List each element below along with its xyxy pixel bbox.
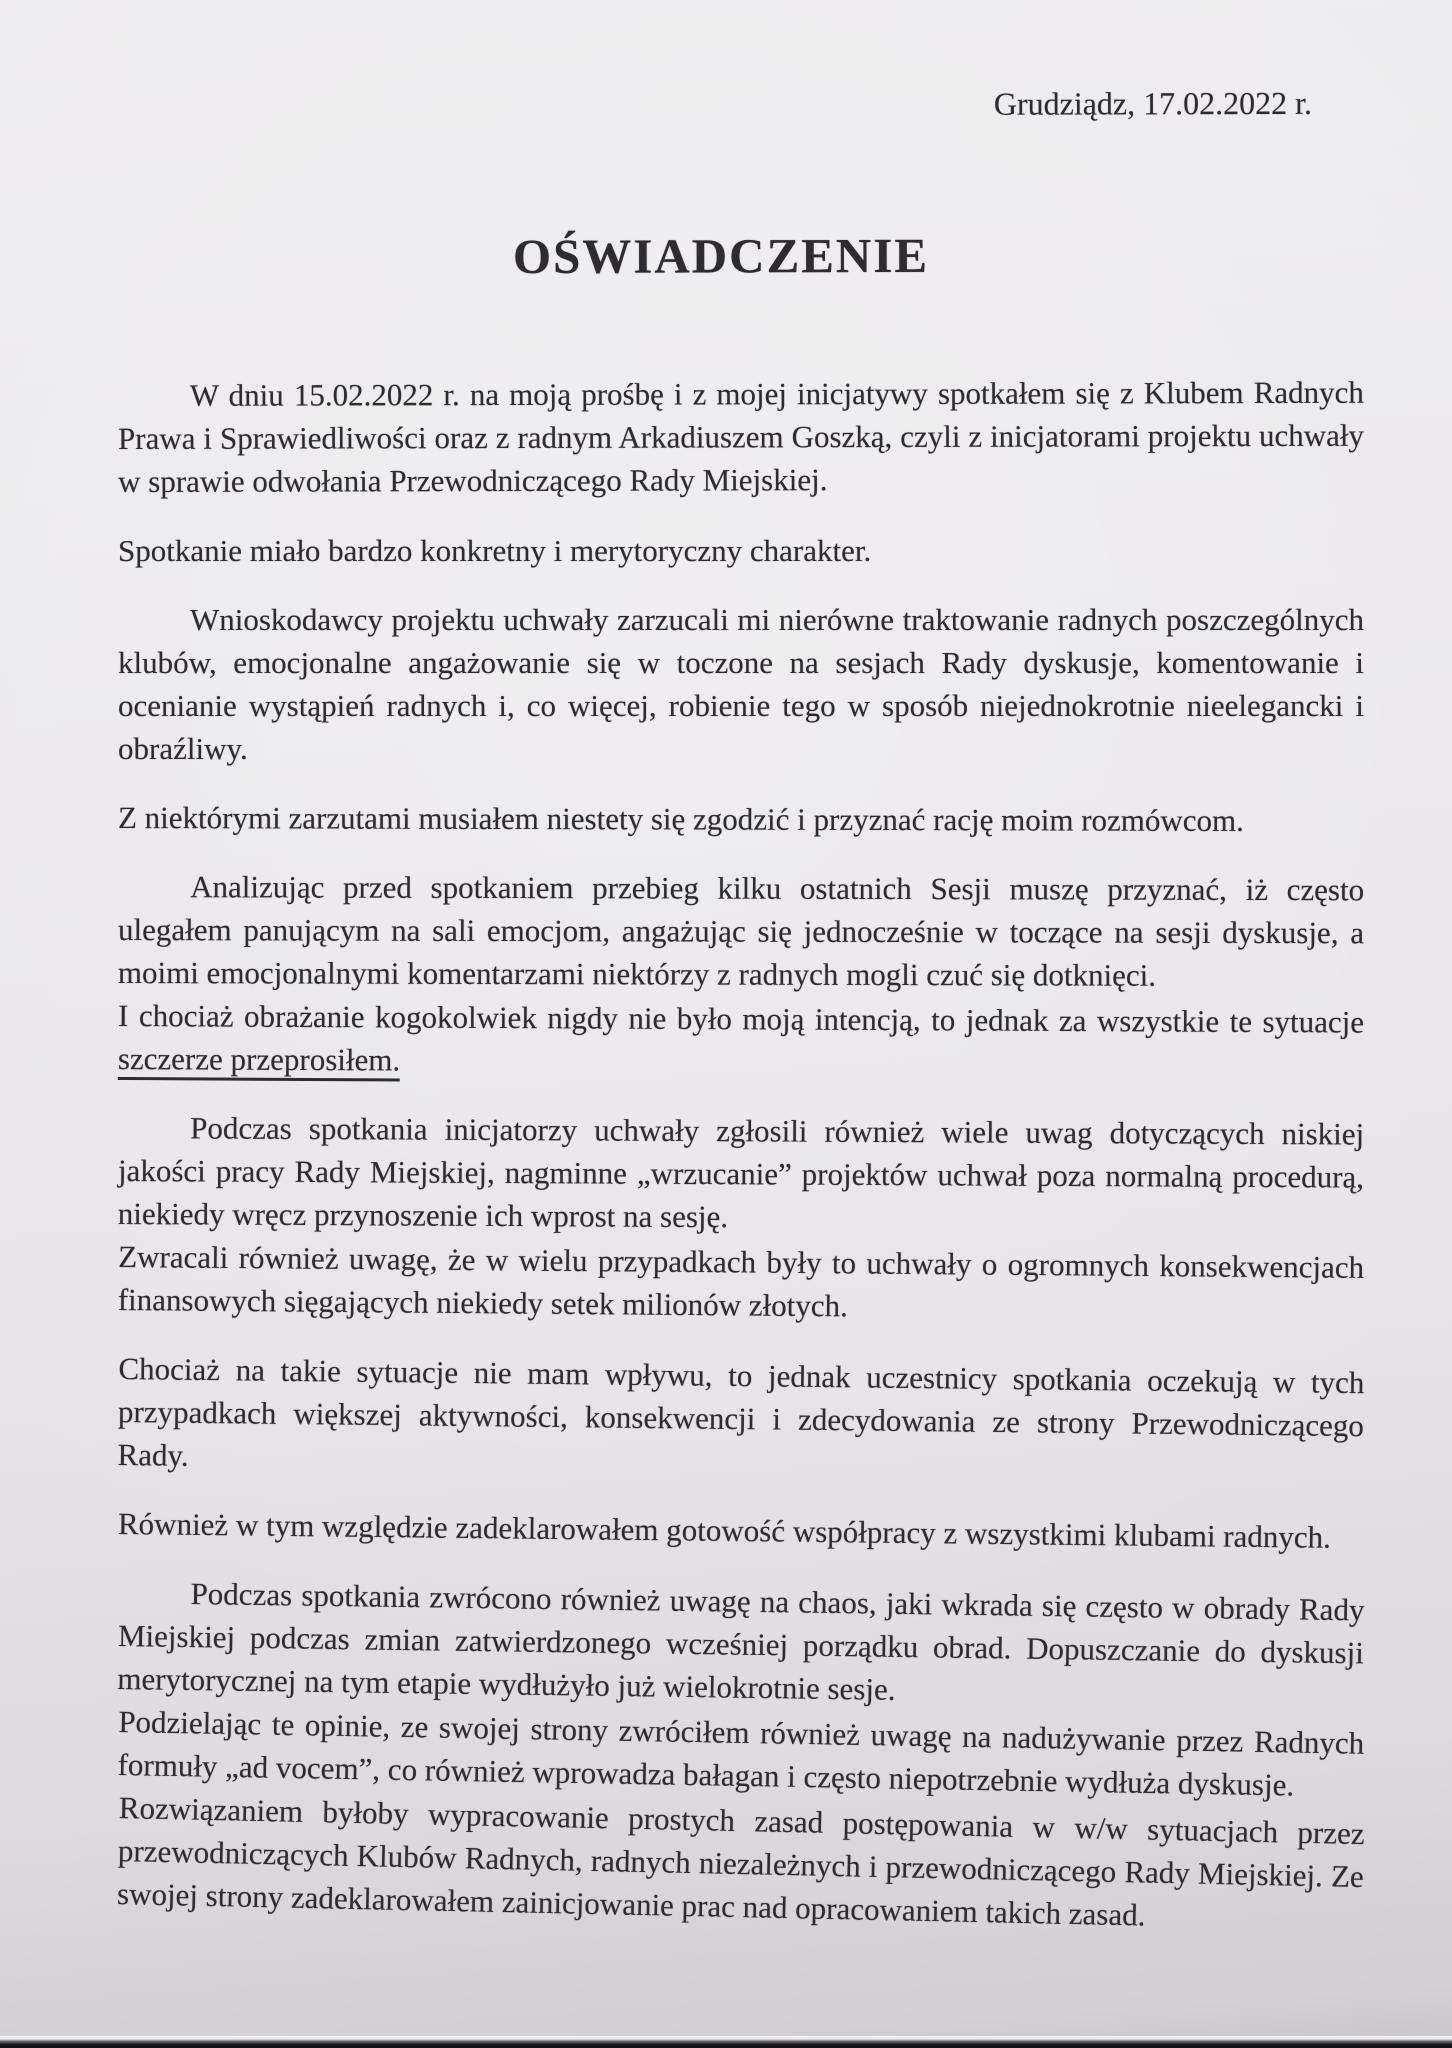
paragraph-council-criticism: Podczas spotkania inicjatorzy uchwały zgłosili również wiele uwag dotyczących niskiej jakości pracy Rady Miejskiej, nagminne „wrzucanie” projektów uchwał poza normalną procedurą, niekiedy wręcz przynoszenie ich wprost na sesję. — [117, 1110, 1365, 1235]
paragraph-chaos-remark: Podczas spotkania zwrócono również uwagę na chaos, jaki wkrada się często w obrady Rady Miejskiej podczas zmian zatwierdzonego wcześniej porządku obrad. Dopuszczanie do dyskusji merytorycznej na tym etapie wydłużyło już wielokrotnie sesje. — [117, 1576, 1365, 1707]
paragraph-self-analysis: Analizując przed spotkaniem przebieg kilku ostatnich Sesji muszę przyznać, iż często ulegałem panującym na sali emocjom, angażując się jednocześnie w toczące na sesji dyskusje, a moimi emocjonalnymi komentarzami niektórzy z radnych mogli czuć się dotknięci. — [117, 869, 1365, 993]
paragraph-admission: Z niektórymi zarzutami musiałem niestety się zgodzić i przyznać rację moim rozmówcom. — [117, 800, 1244, 838]
paragraph-cooperation-declaration: Również w tym względzie zadeklarowałem gotowość współpracy z wszystkimi klubami radnych. — [117, 1506, 1332, 1555]
paragraph-proposed-solution: Rozwiązaniem byłoby wypracowanie prostych zasad postępowania w w/w sytuacjach przez przewodniczących Klubów Radnych, radnych niezależnych i przewodniczącego Rady Miejskiej. Ze swojej strony zadeklarowałem zainicjowanie prac nad opracowaniem takich zasad. — [116, 1790, 1365, 1933]
photo-bottom-edge — [0, 2036, 1452, 2048]
document-title: OŚWIADCZENIE — [512, 227, 930, 284]
paragraph-accusations: Wnioskodawcy projektu uchwały zarzucali mi nierówne traktowanie radnych poszczególnych klubów, emocjonalne angażowanie się w toczone na sesjach Rady dyskusje, komentowanie i ocenianie wystąpień radnych i, co więcej, robienie tego w sposób niejednokrotnie nieelegancki i obraźliwy. — [118, 602, 1364, 766]
paragraph-financial-consequences: Zwracali również uwagę, że w wielu przypadkach były to uchwały o ogromnych konsekwencjach finansowych sięgających niekiedy setek milionów złotych. — [117, 1239, 1365, 1324]
paragraph-ad-vocem: Podzielając te opinie, ze swojej strony zwróciłem również uwagę na nadużywanie przez Radnych formuły „ad vocem”, co również wprowadza bałagan i często niepotrzebnie wydłuża dyskusje. — [117, 1704, 1365, 1803]
paragraph-meeting-character: Spotkanie miało bardzo konkretny i merytoryczny charakter. — [118, 533, 872, 568]
paragraph-meeting-intro: W dniu 15.02.2022 r. na moją prośbę i z mojej inicjatywy spotkałem się z Klubem Radnych Prawa i Sprawiedliwości oraz z radnym Arkadiuszem Goszką, czyli z inicjatorami projektu uchwały w sprawie odwołania Przewodniczącego Rady Miejskiej. — [117, 374, 1365, 499]
apology-text: I chociaż obrażanie kogokolwiek nigdy nie było moją intencją, to jednak za wszystkie te sytuacje — [118, 998, 1365, 1040]
date-line: Grudziądz, 17.02.2022 r. — [993, 84, 1313, 122]
paragraph-expectations: Chociaż na takie sytuacje nie mam wpływu, to jednak uczestnicy spotkania oczekują w tych przypadkach większej aktywności, konsekwencji i zdecydowania ze strony Przewodniczącego Rady. — [117, 1351, 1365, 1473]
paragraph-apology — [118, 994, 1364, 1087]
underlined-phrase: szczerze przeprosiłem. — [118, 1041, 400, 1081]
